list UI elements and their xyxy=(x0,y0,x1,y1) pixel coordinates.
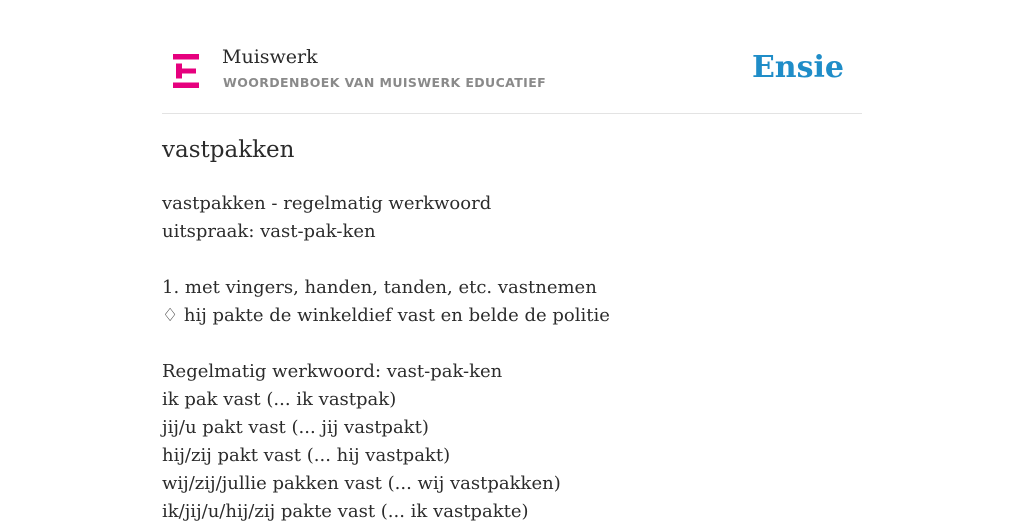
definition-line: vastpakken - regelmatig werkwoord xyxy=(162,193,492,214)
ensie-brand-link[interactable]: Ensie xyxy=(751,50,844,85)
definition-line: Regelmatig werkwoord: vast-pak-ken xyxy=(162,361,503,382)
muiswerk-logo-icon[interactable] xyxy=(173,54,199,88)
page xyxy=(162,0,862,522)
blank-line xyxy=(162,330,610,358)
definition-line: jij/u pakt vast (... jij vastpakt) xyxy=(162,417,429,438)
definition-line: uitspraak: vast-pak-ken xyxy=(162,221,376,242)
definition-line: 1. met vingers, handen, tanden, etc. vastnemen xyxy=(162,277,597,298)
definition-line: ik/jij/u/hij/zij pakte vast (... ik vastpakte) xyxy=(162,501,529,522)
definition-entry xyxy=(162,190,610,526)
definition-line: ♢ hij pakte de winkeldief vast en belde de politie xyxy=(162,305,610,326)
page-title: vastpakken xyxy=(162,137,295,163)
site-header xyxy=(162,0,862,114)
blank-line xyxy=(162,246,610,274)
site-name[interactable]: Muiswerk xyxy=(222,46,318,68)
site-subtitle: WOORDENBOEK VAN MUISWERK EDUCATIEF xyxy=(223,75,547,90)
definition-line: wij/zij/jullie pakken vast (... wij vastpakken) xyxy=(162,473,561,494)
definition-line: ik pak vast (... ik vastpak) xyxy=(162,389,397,410)
definition-line: hij/zij pakt vast (... hij vastpakt) xyxy=(162,445,451,466)
